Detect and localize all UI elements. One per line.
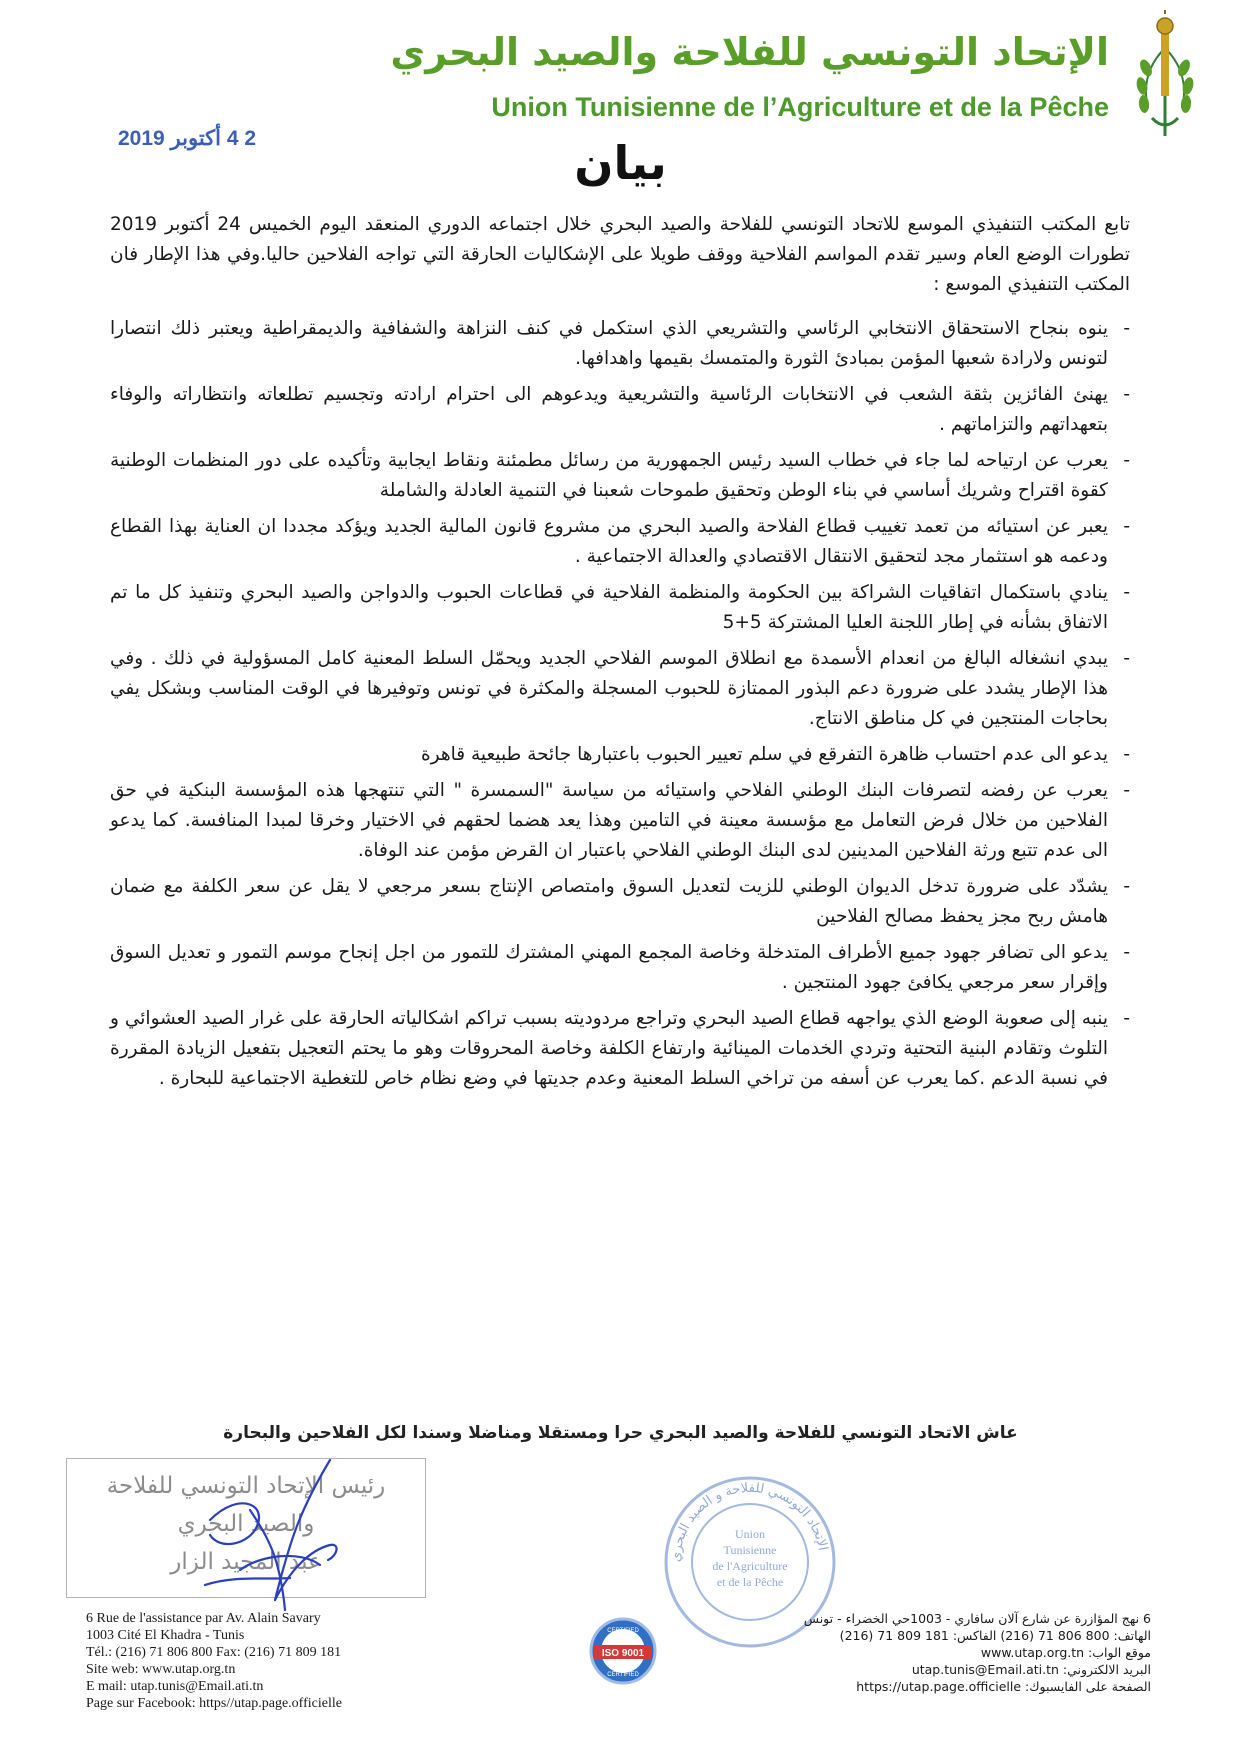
list-marker: - — [1123, 1008, 1130, 1029]
list-item: - ينادي باستكمال اتفاقيات الشراكة بين الحكومة والمنظمة الفلاحية في قطاعات الحبوب والدواجن والصيد البحري وتنفيذ كل ما تم الاتفاق بشأنه في إطار اللجنة العليا المشتركة 5+5 — [110, 578, 1130, 638]
footer-line: موقع الواب: www.utap.org.tn — [980, 1645, 1151, 1660]
list-marker: - — [1123, 582, 1130, 603]
list-marker: - — [1123, 450, 1130, 471]
signature-title-2: والصيد البحري — [177, 1511, 315, 1537]
seal-ring-text: الإتحاد التونسي للفلاحة و الصيد البحري — [668, 1480, 831, 1563]
list-item: - يدعو الى عدم احتساب ظاهرة التفرقع في سلم تعيير الحبوب باعتبارها جائحة طبيعية قاهرة — [110, 740, 1130, 770]
seal-text-line: et de la Pêche — [716, 1575, 784, 1589]
utap-logo — [1130, 8, 1200, 140]
iso-label: ISO 9001 — [601, 1648, 645, 1659]
seal-text-line: Tunisienne — [723, 1543, 777, 1557]
list-item: - يبدي انشغاله البالغ من انعدام الأسمدة مع انطلاق الموسم الفلاحي الجديد ويحمّل السلط المعنية كامل المسؤولية في ذلك . وفي هذا الإطار يشدد على ضرورة دعم البذور الممتازة للحبوب المسجلة والمكثرة في تونس وتوفيرها في الوقت المناسب وبشكل يفي بحاجات المنتجين في كل مناطق الانتاج. — [110, 644, 1130, 734]
iso-top-text: CERTIFIED — [607, 1628, 639, 1634]
list-marker: - — [1123, 780, 1130, 801]
footer-line: البريد الالكتروني: utap.tunis@Email.ati.tn — [911, 1662, 1151, 1677]
footer-line: الهاتف: 800 806 71 (216) الفاكس: 181 809 71 (216) — [839, 1628, 1151, 1643]
list-item: - ينبه إلى صعوبة الوضع الذي يواجهه قطاع الصيد البحري وتراجع مردوديته بسبب تراكم اشكالياته الحارقة على غرار الصيد العشوائي و التلوث وتقادم البنية التحتية وتردي الخدمات المينائية وارتفاع الكلفة وخاصة المحروقات وهو ما يحتم التعجيل بتفعيل الزيادة المقررة في نسبة الدعم .كما يعرب عن أسفه من تراخي السلط المعنية وعدم جديتها في وضع نظام خاص للتغطية الاجتماعية للبحارة . — [110, 1004, 1130, 1094]
iso-bottom-text: CERTIFIED — [607, 1672, 639, 1678]
footer-line: 6 نهج المؤازرة عن شارع آلان سافاري - 1003حي الخضراء - تونس — [803, 1611, 1151, 1626]
list-item: - يشدّد على ضرورة تدخل الديوان الوطني للزيت لتعديل السوق وامتصاص الإنتاج بسعر مرجعي لا يقل عن سعر الكلفة مع ضمان هامش ربح مجز يحفظ مصالح الفلاحين — [110, 872, 1130, 932]
signature-title: رئيس الإتحاد التونسي للفلاحة — [106, 1473, 386, 1499]
footer-address-french — [86, 1610, 506, 1712]
footer-line: 1003 Cité El Khadra - Tunis — [86, 1628, 245, 1643]
footer-line: 6 Rue de l'assistance par Av. Alain Savary — [86, 1611, 321, 1626]
list-item: - يعرب عن ارتياحه لما جاء في خطاب السيد رئيس الجمهورية من رسائل مطمئنة ونقاط ايجابية وتأكيده على دور المنظمات الوطنية كقوة اقتراح وشريك أساسي في بناء الوطن وتحقيق طموحات شعبنا في التنمية العادلة والشاملة — [110, 446, 1130, 506]
footer-address-arabic — [681, 1610, 1151, 1695]
list-marker: - — [1123, 384, 1130, 405]
closing-slogan: عاش الاتحاد التونسي للفلاحة والصيد البحري حرا ومستقلا ومناضلا وسندا لكل الفلاحين والبحارة — [223, 1423, 1018, 1443]
list-marker: - — [1123, 648, 1130, 669]
footer-line: E mail: utap.tunis@Email.ati.tn — [86, 1679, 264, 1694]
signatory-name: عبد المجيد الزار — [170, 1549, 322, 1575]
handwritten-signature — [180, 1450, 380, 1620]
org-name-french: Union Tunisienne de l’Agriculture et de la Pêche — [491, 92, 1109, 122]
intro-paragraph: تابع المكتب التنفيذي الموسع للاتحاد التونسي للفلاحة والصيد البحري خلال اجتماعه الدوري المنعقد اليوم الخميس 24 أكتوبر 2019 تطورات الوضع العام وسير تقدم المواسم الفلاحية ووقف طويلا على الإشكاليات الحارقة التي تواجه الفلاحين حاليا.وفي هذا الإطار فان المكتب التنفيذي الموسع : — [110, 214, 1130, 295]
footer-line: Page sur Facebook: https//utap.page.officielle — [86, 1696, 342, 1711]
list-marker: - — [1123, 942, 1130, 963]
footer-line: الصفحة على الفايسبوك: https://utap.page.officielle — [856, 1679, 1151, 1694]
list-marker: - — [1123, 318, 1130, 339]
footer-line: Tél.: (216) 71 806 800 Fax: (216) 71 809 181 — [86, 1645, 342, 1660]
list-item: - ينوه بنجاح الاستحقاق الانتخابي الرئاسي والتشريعي الذي استكمل في كنف النزاهة والشفافية والديمقراطية ويعتبر ذلك انتصارا لتونس ولارادة شعبها المؤمن بمبادئ الثورة والمتمسك بقيمها واهدافها. — [110, 314, 1130, 374]
date-stamp: 2 4 أكتوبر 2019 — [118, 127, 257, 150]
list-item: - يعرب عن رفضه لتصرفات البنك الوطني الفلاحي واستيائه من سياسة "السمسرة " التي تنتهجها هذه المؤسسة البنكية في حق الفلاحين من خلال فرض التعامل مع مؤسسة معينة في التامين وهذا يعد هضما لحقهم في الاختيار وخرقا لمبدا المنافسة. كما يدعو الى عدم تتبع ورثة الفلاحين المدينين لدى البنك الوطني الفلاحي باعتبار ان القرض مؤمن عند الوفاة. — [110, 776, 1130, 866]
org-name-arabic: الإتحاد التونسي للفلاحة والصيد البحري — [390, 30, 1109, 74]
list-marker: - — [1123, 876, 1130, 897]
list-marker: - — [1123, 744, 1130, 765]
footer-line: Site web: www.utap.org.tn — [86, 1662, 236, 1677]
list-item: - يدعو الى تضافر جهود جميع الأطراف المتدخلة وخاصة المجمع المهني المشترك للتمور من اجل إنجاح موسم التمور و تعديل السوق وإقرار سعر مرجعي يكافئ جهود المنتجين . — [110, 938, 1130, 998]
document-title: بيان — [574, 136, 667, 190]
list-item: - يهنئ الفائزين بثقة الشعب في الانتخابات الرئاسية والتشريعية ويدعوهم الى احترام ارادته وتجسيم تطلعاته وانتظاراته والوفاء بتعهداتهم والتزاماتهم . — [110, 380, 1130, 440]
seal-text-line: Union — [735, 1527, 765, 1541]
iso-9001-badge — [588, 1616, 658, 1686]
seal-text-line: de l'Agriculture — [712, 1559, 788, 1573]
statement-body — [110, 210, 1130, 1100]
list-item: - يعبر عن استيائه من تعمد تغييب قطاع الفلاحة والصيد البحري من مشروع قانون المالية الجديد ويؤكد مجددا ان العناية بهذا القطاع ودعمه هو استثمار مجد لتحقيق الانتقال الاقتصادي والعدالة الاجتماعية . — [110, 512, 1130, 572]
list-marker: - — [1123, 516, 1130, 537]
